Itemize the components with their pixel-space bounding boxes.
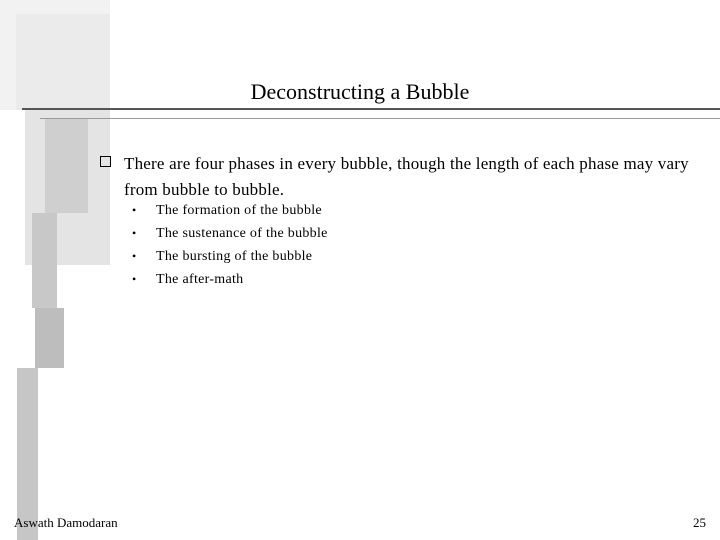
bullet-dot-icon: • [132,249,137,263]
list-item-text: The formation of the bubble [156,203,322,218]
list-item [127,245,328,268]
main-bullet-text: There are four phases in every bubble, though the length of each phase may vary from bubble to bubble. [124,154,689,199]
list-item-text: The sustenance of the bubble [156,226,328,241]
decorative-block [16,14,110,110]
square-bullet-icon [100,156,111,167]
bullet-dot-icon: • [132,226,137,240]
title-divider [22,108,720,110]
page-number: 25 [693,515,706,530]
list-item [127,199,328,222]
decorative-block [45,118,88,213]
list-item-text: The bursting of the bubble [156,249,313,264]
bullet-dot-icon: • [132,272,137,286]
list-item [127,222,328,245]
footer-author: Aswath Damodaran [14,515,118,530]
list-item-text: The after-math [156,272,244,287]
decorative-block [32,213,57,308]
decorative-block [35,308,64,368]
main-bullet [100,151,700,203]
list-item [127,268,328,291]
title-underline [40,118,720,119]
slide-title: Deconstructing a Bubble [250,79,470,104]
bullet-dot-icon: • [132,203,137,217]
sub-bullet-list [127,199,328,291]
